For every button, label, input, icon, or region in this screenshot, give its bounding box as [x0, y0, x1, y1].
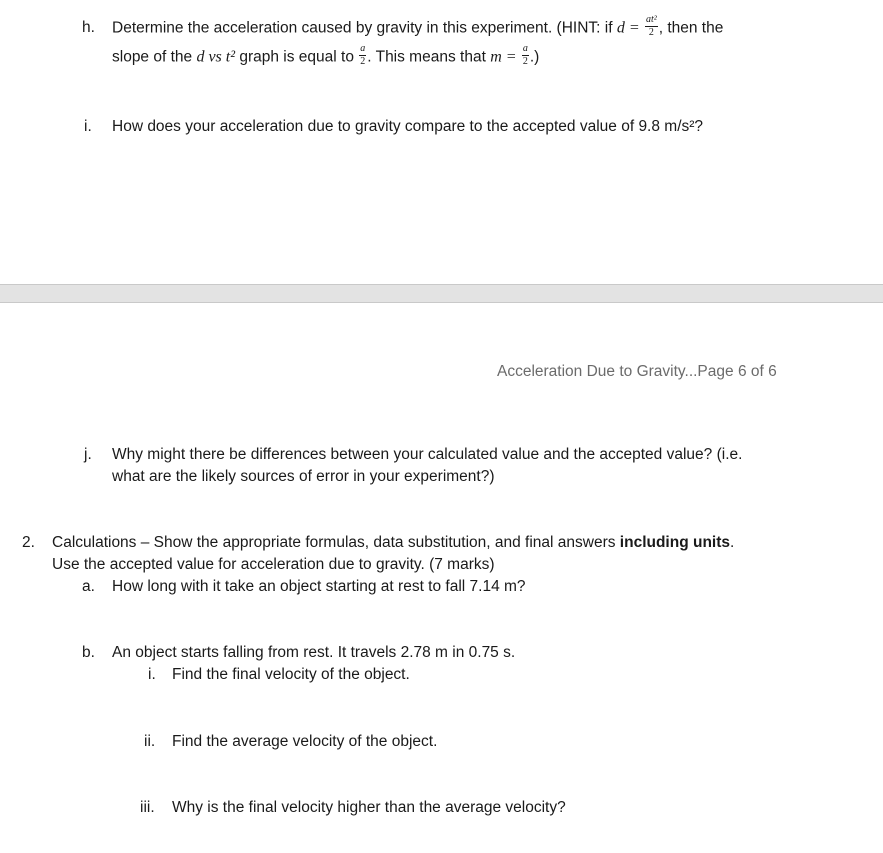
question-text: Why might there be differences between your calculated value and the accepted value? (i.e.: [112, 446, 743, 463]
question-h-line2: [112, 43, 540, 69]
question-text: Find the final velocity of the object.: [172, 666, 410, 683]
question-text: Determine the acceleration caused by gravity in this experiment. (HINT: if: [112, 19, 617, 37]
page-break: [0, 284, 883, 303]
question-text: slope of the: [112, 48, 197, 66]
math-expression: m =: [490, 48, 517, 66]
list-marker: j.: [84, 446, 92, 463]
emphasis-text: including units: [619, 534, 731, 551]
question-text: Calculations – Show the appropriate formulas, data substitution, and final answers: [52, 534, 620, 551]
list-marker: iii.: [140, 799, 155, 816]
question-2-line1: [52, 534, 734, 552]
question-text: How long with it take an object starting at rest to fall 7.14 m?: [112, 578, 526, 595]
list-marker: b.: [82, 644, 95, 661]
list-marker: h.: [82, 19, 95, 36]
fraction: $\frac{\text{at²}}{2}$: [645, 14, 657, 38]
question-text: Why is the final velocity higher than the average velocity?: [172, 799, 566, 816]
question-text: How does your acceleration due to gravity compare to the accepted value of 9.8 m/s²?: [112, 118, 704, 135]
fraction: $\frac{a}{2}$: [360, 43, 366, 67]
question-h-line1: [112, 14, 724, 40]
list-marker: i.: [84, 118, 92, 135]
question-text: .: [730, 534, 735, 551]
list-marker: a.: [82, 578, 95, 595]
question-text: , then the: [658, 19, 724, 37]
list-marker: 2.: [22, 534, 35, 551]
math-expression: d =: [616, 19, 640, 37]
question-text: .): [529, 48, 540, 66]
question-text: An object starts falling from rest. It travels 2.78 m in 0.75 s.: [112, 644, 516, 661]
list-marker: i.: [148, 666, 156, 683]
math-expression: d vs t²: [196, 48, 236, 66]
list-marker: ii.: [144, 733, 156, 750]
question-text: . This means that: [367, 48, 491, 66]
question-text: Find the average velocity of the object.: [172, 733, 438, 750]
question-text: Use the accepted value for acceleration due to gravity. (7 marks): [52, 556, 495, 573]
fraction: $\frac{a}{2}$: [522, 43, 528, 67]
question-text: graph is equal to: [235, 48, 359, 66]
question-text: what are the likely sources of error in your experiment?): [112, 468, 495, 485]
page-header: Acceleration Due to Gravity...Page 6 of 6: [497, 363, 777, 380]
